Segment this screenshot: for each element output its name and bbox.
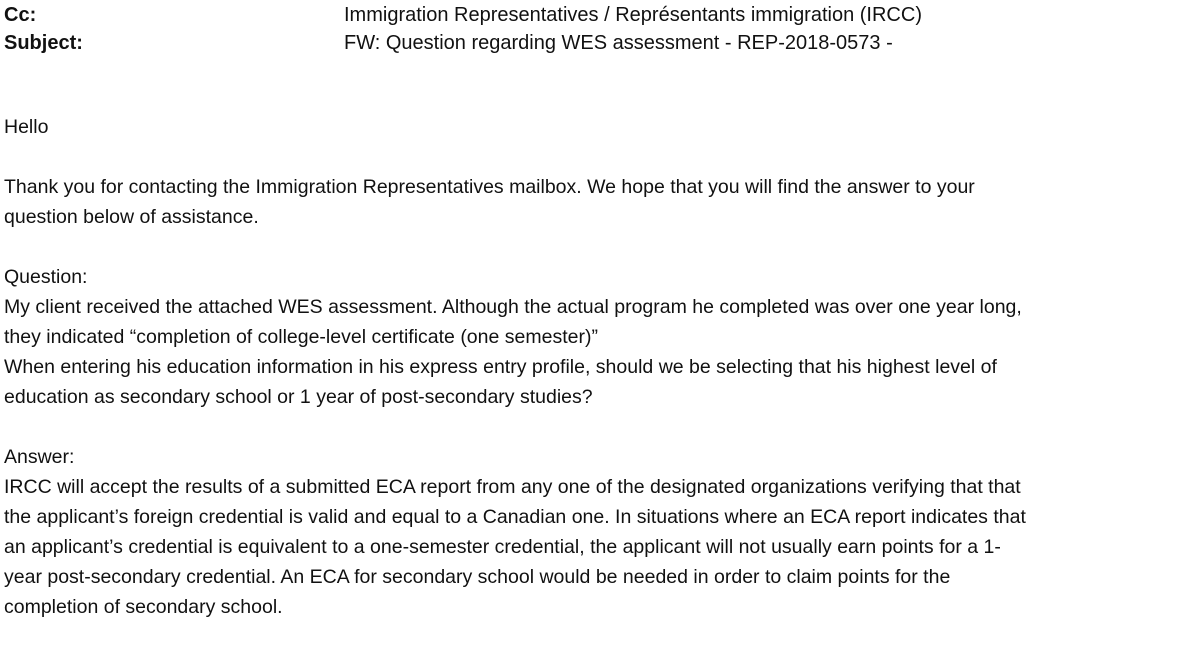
cc-label: Cc: [4,4,37,26]
email-body [4,112,1199,652]
question-line: they indicated “completion of college-level certificate (one semester)” [4,326,598,348]
question-heading: Question: [4,266,88,288]
intro-paragraph [4,172,1199,232]
answer-line: an applicant’s credential is equivalent to a one-semester credential, the applicant will not usually earn points for a 1- [4,536,1001,558]
answer-line: year post-secondary credential. An ECA for secondary school would be needed in order to claim points for the [4,566,951,588]
answer-section [4,442,1199,622]
question-line: My client received the attached WES assessment. Although the actual program he completed was over one year long, [4,296,1022,318]
question-section [4,262,1199,412]
subject-value: FW: Question regarding WES assessment - REP-2018-0573 - [344,32,893,54]
subject-label: Subject: [4,32,83,54]
answer-line: the applicant’s foreign credential is valid and equal to a Canadian one. In situations where an ECA report indicates that [4,506,1026,528]
question-line: education as secondary school or 1 year of post-secondary studies? [4,386,593,408]
cc-value[interactable]: Immigration Representatives / Représentants immigration (IRCC) [344,4,922,26]
greeting-paragraph [4,112,1199,142]
answer-heading: Answer: [4,446,75,468]
intro-line: Thank you for contacting the Immigration Representatives mailbox. We hope that you will find the answer to your [4,176,975,198]
question-line: When entering his education information in his express entry profile, should we be selecting that his highest level of [4,356,997,378]
answer-line: completion of secondary school. [4,596,283,618]
intro-line: question below of assistance. [4,206,259,228]
answer-line: IRCC will accept the results of a submitted ECA report from any one of the designated organizations verifying that that [4,476,1021,498]
greeting: Hello [4,116,49,138]
